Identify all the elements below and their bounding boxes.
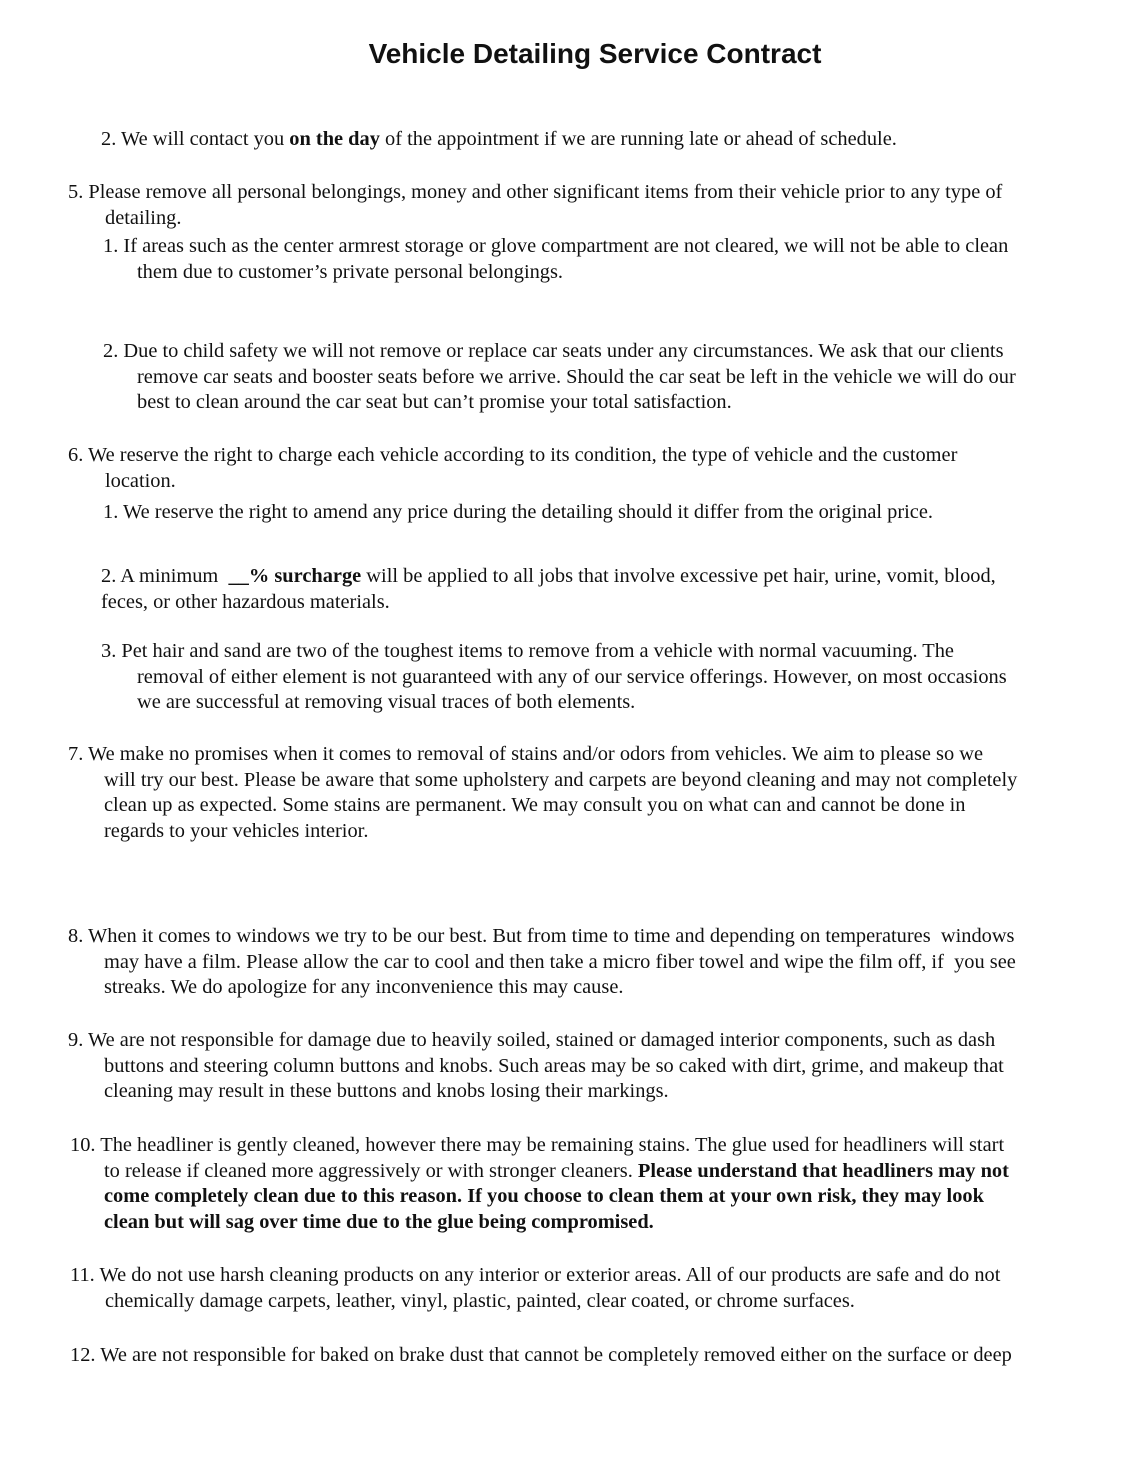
clause-text: The headliner is gently cleaned, however there may be remaining stains. The glue used for headliners will start xyxy=(100,1134,1005,1156)
clause-text: clean up as expected. Some stains are permanent. We may consult you on what can and cannot be done in xyxy=(104,794,966,816)
clause-5 xyxy=(68,180,1002,231)
clause-7 xyxy=(68,742,1017,844)
clause-10 xyxy=(70,1133,1009,1235)
clause-text: buttons and steering column buttons and knobs. Such areas may be so caked with dirt, grime, and makeup that xyxy=(104,1054,1004,1077)
clause-number: 10. xyxy=(70,1134,96,1156)
clause-6-3 xyxy=(101,639,1007,716)
clause-emphasis: on the day xyxy=(289,128,380,150)
clause-number: 7. xyxy=(68,743,84,765)
clause-text: may have a film. Please allow the car to cool and then take a micro fiber towel and wipe the film off, if you see xyxy=(104,950,1016,973)
clause-text: streaks. We do apologize for any inconvenience this may cause. xyxy=(104,976,624,998)
clause-text: We are not responsible for damage due to heavily soiled, stained or damaged interior components, such as dash xyxy=(88,1029,996,1051)
clause-number: 12. xyxy=(70,1344,96,1366)
clause-5-1 xyxy=(103,234,1008,285)
clause-number: 1. xyxy=(103,235,119,257)
clause-text: feces, or other hazardous materials. xyxy=(101,590,390,613)
clause-text: will try our best. Please be aware that some upholstery and carpets are beyond cleaning and may not completely xyxy=(104,768,1018,791)
clause-text: Please remove all personal belongings, money and other significant items from their vehicle prior to any type of xyxy=(88,181,1003,203)
clause-text: removal of either element is not guaranteed with any of our service offerings. However, on most occasions xyxy=(137,665,1007,688)
clause-text: We do not use harsh cleaning products on any interior or exterior areas. All of our products are safe and do not xyxy=(99,1264,1001,1286)
clause-number: 11. xyxy=(70,1264,95,1286)
clause-number: 3. xyxy=(101,640,117,662)
clause-11 xyxy=(70,1263,1000,1314)
clause-6-1 xyxy=(103,500,933,526)
clause-number: 1. xyxy=(103,501,119,523)
clause-text: cleaning may result in these buttons and knobs losing their markings. xyxy=(104,1080,669,1102)
clause-text: we are successful at removing visual traces of both elements. xyxy=(137,691,636,713)
clause-number: 2. xyxy=(101,128,117,150)
clause-text: We will contact you xyxy=(121,128,290,150)
clause-text: If areas such as the center armrest storage or glove compartment are not cleared, we will not be able to clean xyxy=(123,235,1009,257)
clause-2-contact xyxy=(101,127,897,153)
surcharge-blank: __% surcharge xyxy=(228,565,362,587)
clause-text: chemically damage carpets, leather, vinyl, plastic, painted, clear coated, or chrome surfaces. xyxy=(105,1289,855,1312)
clause-text: location. xyxy=(105,469,176,492)
clause-text: remove car seats and booster seats before we arrive. Should the car seat be left in the vehicle we will do our xyxy=(137,365,1016,388)
clause-text: When it comes to windows we try to be our best. But from time to time and depending on temperatures windows xyxy=(88,925,1015,947)
clause-12 xyxy=(70,1343,1012,1369)
clause-number: 8. xyxy=(68,925,84,947)
clause-text: We reserve the right to charge each vehicle according to its condition, the type of vehicle and the customer xyxy=(88,444,958,466)
page-title: Vehicle Detailing Service Contract xyxy=(368,38,822,69)
clause-text: detailing. xyxy=(105,206,182,229)
clause-text: Due to child safety we will not remove or replace car seats under any circumstances. We ask that our clients xyxy=(123,340,1004,362)
clause-number: 9. xyxy=(68,1029,84,1051)
clause-number: 5. xyxy=(68,181,84,203)
clause-emphasis: Please understand that headliners may not xyxy=(637,1159,1009,1182)
clause-text: them due to customer’s private personal belongings. xyxy=(137,260,564,283)
clause-text: best to clean around the car seat but can’t promise your total satisfaction. xyxy=(137,391,732,413)
clause-text: We make no promises when it comes to removal of stains and/or odors from vehicles. We aim to please so we xyxy=(88,743,984,765)
clause-number: 2. xyxy=(101,565,117,587)
clause-6-2 xyxy=(101,564,996,615)
clause-number: 6. xyxy=(68,444,84,466)
clause-emphasis: come completely clean due to this reason. If you choose to clean them at your own risk, they may look xyxy=(104,1185,984,1207)
clause-text: We reserve the right to amend any price during the detailing should it differ from the original price. xyxy=(123,501,933,523)
clause-8 xyxy=(68,924,1016,1001)
clause-6 xyxy=(68,443,957,494)
clause-5-2 xyxy=(103,339,1016,416)
clause-text: regards to your vehicles interior. xyxy=(104,819,369,842)
clause-text: Pet hair and sand are two of the toughest items to remove from a vehicle with normal vacuuming. The xyxy=(121,640,954,662)
clause-text: will be applied to all jobs that involve excessive pet hair, urine, vomit, blood, xyxy=(361,565,996,587)
clause-9 xyxy=(68,1028,1004,1105)
clause-text: of the appointment if we are running late or ahead of schedule. xyxy=(379,128,897,150)
clause-text: A minimum xyxy=(120,565,229,587)
clause-emphasis: clean but will sag over time due to the glue being compromised. xyxy=(104,1210,654,1233)
clause-text: We are not responsible for baked on brake dust that cannot be completely removed either on the surface or deep xyxy=(100,1344,1012,1366)
clause-text: to release if cleaned more aggressively or with stronger cleaners. xyxy=(104,1159,638,1182)
clause-number: 2. xyxy=(103,340,119,362)
